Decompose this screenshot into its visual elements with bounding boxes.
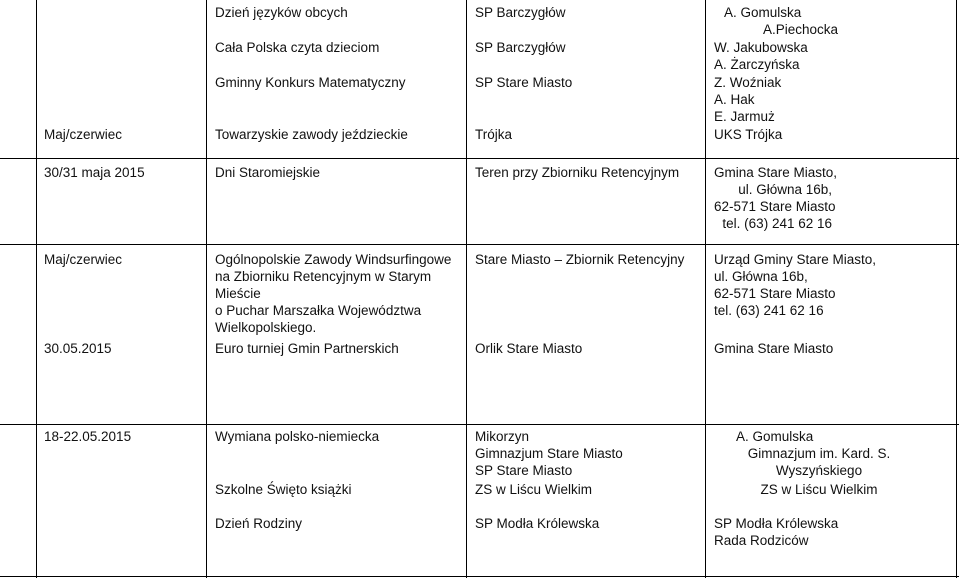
event-cell: Towarzyskie zawody jeździeckie bbox=[215, 127, 408, 142]
organizer-cell bbox=[714, 515, 954, 549]
event-cell: Euro turniej Gmin Partnerskich bbox=[215, 341, 399, 356]
place-cell: Orlik Stare Miasto bbox=[475, 341, 583, 356]
organizer-line: Rada Rodziców bbox=[714, 533, 809, 548]
event-cell bbox=[215, 251, 470, 336]
event-cell: Dni Staromiejskie bbox=[215, 165, 321, 180]
place-line: SP Stare Miasto bbox=[475, 463, 573, 478]
organizer-line: Urząd Gminy Stare Miasto, bbox=[714, 252, 877, 267]
organizer-cell bbox=[714, 39, 954, 73]
organizer-cell bbox=[714, 251, 954, 319]
organizer-line: A. Hak bbox=[714, 92, 755, 107]
event-line: Mieście bbox=[215, 286, 261, 301]
organizer-cell bbox=[714, 74, 954, 125]
organizer-line: A. Gomulska bbox=[724, 5, 802, 20]
organizer-line: 62-571 Stare Miasto bbox=[714, 199, 836, 214]
organizer-line: Z. Woźniak bbox=[714, 75, 782, 90]
organizer-line: 62-571 Stare Miasto bbox=[714, 286, 836, 301]
place-line: Mikorzyn bbox=[475, 429, 530, 444]
place-cell: Trójka bbox=[475, 127, 513, 142]
organizer-line: SP Modła Królewska bbox=[714, 516, 839, 531]
organizer-line: A. Gomulska bbox=[736, 429, 814, 444]
place-cell: SP Barczygłów bbox=[475, 5, 566, 20]
organizer-cell: ZS w Liścu Wielkim bbox=[760, 482, 878, 497]
place-cell: SP Stare Miasto bbox=[475, 75, 573, 90]
date-cell: Maj/czerwiec bbox=[44, 127, 123, 142]
column-border bbox=[705, 0, 706, 578]
row-border bbox=[0, 424, 959, 425]
place-cell: SP Modła Królewska bbox=[475, 516, 600, 531]
event-line: na Zbiorniku Retencyjnym w Starym bbox=[215, 269, 432, 284]
date-cell: 30.05.2015 bbox=[44, 341, 112, 356]
organizer-line: tel. (63) 241 62 16 bbox=[714, 303, 824, 318]
organizer-line: A. Żarczyńska bbox=[714, 57, 800, 72]
organizer-cell bbox=[724, 4, 959, 38]
organizer-cell bbox=[714, 428, 924, 479]
event-cell: Cała Polska czyta dzieciom bbox=[215, 40, 380, 55]
date-cell: 30/31 maja 2015 bbox=[44, 165, 145, 180]
place-line: Gimnazjum Stare Miasto bbox=[475, 446, 623, 461]
place-cell: Teren przy Zbiorniku Retencyjnym bbox=[475, 165, 680, 180]
organizer-line: Gmina Stare Miasto, bbox=[714, 165, 838, 180]
event-cell: Gminny Konkurs Matematyczny bbox=[215, 75, 406, 90]
column-border bbox=[956, 0, 957, 578]
column-border bbox=[206, 0, 207, 578]
organizer-line: Gimnazjum im. Kard. S. bbox=[747, 446, 891, 461]
event-cell: Dzień Rodziny bbox=[215, 516, 303, 531]
place-cell: SP Barczygłów bbox=[475, 40, 566, 55]
organizer-line: A.Piechocka bbox=[763, 22, 839, 37]
organizer-cell: UKS Trójka bbox=[714, 127, 783, 142]
organizer-cell: Gmina Stare Miasto bbox=[714, 341, 834, 356]
organizer-line: E. Jarmuż bbox=[714, 109, 775, 124]
place-cell bbox=[475, 428, 705, 479]
row-border bbox=[0, 244, 959, 245]
place-cell: Stare Miasto – Zbiornik Retencyjny bbox=[475, 252, 685, 267]
organizer-line: tel. (63) 241 62 16 bbox=[722, 216, 832, 231]
date-cell: 18-22.05.2015 bbox=[44, 429, 132, 444]
place-cell: ZS w Liścu Wielkim bbox=[475, 482, 593, 497]
organizer-line: ul. Główna 16b, bbox=[714, 269, 808, 284]
organizer-line: W. Jakubowska bbox=[714, 40, 808, 55]
event-cell: Szkolne Święto książki bbox=[215, 482, 352, 497]
organizer-cell bbox=[714, 164, 838, 232]
event-line: o Puchar Marszałka Województwa bbox=[215, 303, 422, 318]
row-border bbox=[0, 576, 959, 577]
column-border bbox=[36, 0, 37, 578]
event-cell: Wymiana polsko-niemiecka bbox=[215, 429, 380, 444]
date-cell: Maj/czerwiec bbox=[44, 252, 123, 267]
organizer-line: ul. Główna 16b, bbox=[738, 182, 832, 197]
row-border bbox=[0, 158, 959, 159]
event-line: Wielkopolskiego. bbox=[215, 320, 317, 335]
event-cell: Dzień języków obcych bbox=[215, 5, 348, 20]
organizer-line: Wyszyńskiego bbox=[775, 463, 863, 478]
event-line: Ogólnopolskie Zawody Windsurfingowe bbox=[215, 252, 452, 267]
